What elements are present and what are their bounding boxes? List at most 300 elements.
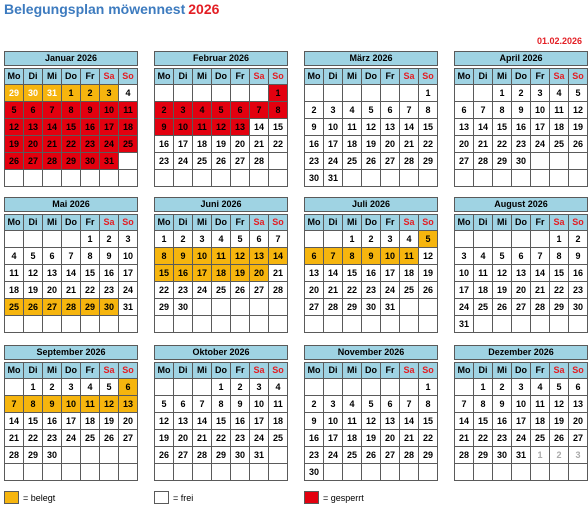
empty-cell bbox=[62, 447, 81, 464]
empty-cell bbox=[512, 170, 531, 187]
day-cell: 10 bbox=[324, 119, 343, 136]
month-calendar bbox=[154, 197, 288, 333]
day-cell: 17 bbox=[512, 413, 531, 430]
day-cell: 12 bbox=[419, 248, 438, 265]
day-cell: 29 bbox=[343, 299, 362, 316]
empty-cell bbox=[531, 170, 550, 187]
empty-cell bbox=[550, 170, 569, 187]
day-cell: 21 bbox=[400, 136, 419, 153]
day-cell: 8 bbox=[493, 102, 512, 119]
day-cell: 31 bbox=[512, 447, 531, 464]
day-cell: 19 bbox=[550, 413, 569, 430]
day-cell: 19 bbox=[100, 413, 119, 430]
weekday-header: So bbox=[569, 69, 588, 85]
day-cell: 22 bbox=[269, 136, 288, 153]
weekday-header: Fr bbox=[231, 363, 250, 379]
day-cell: 11 bbox=[531, 396, 550, 413]
weekday-header: Mi bbox=[43, 69, 62, 85]
weekday-header: Fr bbox=[231, 215, 250, 231]
day-cell: 29 bbox=[550, 299, 569, 316]
day-cell: 26 bbox=[493, 299, 512, 316]
day-cell: 23 bbox=[569, 282, 588, 299]
day-cell: 15 bbox=[343, 265, 362, 282]
day-cell: 26 bbox=[569, 136, 588, 153]
day-cell: 7 bbox=[193, 396, 212, 413]
weekday-header: Mo bbox=[305, 69, 324, 85]
day-cell: 26 bbox=[24, 299, 43, 316]
day-cell: 18 bbox=[343, 136, 362, 153]
empty-cell bbox=[474, 464, 493, 481]
day-cell: 3 bbox=[100, 85, 119, 102]
empty-cell bbox=[419, 299, 438, 316]
day-cell: 3 bbox=[250, 379, 269, 396]
day-cell: 10 bbox=[193, 248, 212, 265]
day-cell: 2 bbox=[362, 231, 381, 248]
day-cell: 1 bbox=[419, 85, 438, 102]
weekday-header: Mi bbox=[343, 363, 362, 379]
day-cell: 20 bbox=[512, 282, 531, 299]
day-cell: 15 bbox=[269, 119, 288, 136]
empty-cell bbox=[81, 170, 100, 187]
day-cell: 8 bbox=[419, 396, 438, 413]
month-title: September 2026 bbox=[4, 345, 138, 360]
month-calendar bbox=[304, 51, 438, 187]
weekday-header: Sa bbox=[550, 69, 569, 85]
day-cell: 20 bbox=[569, 413, 588, 430]
empty-cell bbox=[474, 170, 493, 187]
day-cell: 12 bbox=[550, 396, 569, 413]
day-cell: 24 bbox=[512, 430, 531, 447]
day-cell: 17 bbox=[250, 413, 269, 430]
month-day-grid bbox=[4, 68, 138, 187]
day-cell: 9 bbox=[569, 248, 588, 265]
day-cell: 24 bbox=[455, 299, 474, 316]
day-cell: 8 bbox=[24, 396, 43, 413]
day-cell: 13 bbox=[119, 396, 138, 413]
day-cell: 14 bbox=[474, 119, 493, 136]
weekday-header: Di bbox=[174, 69, 193, 85]
day-cell: 15 bbox=[62, 119, 81, 136]
day-cell: 17 bbox=[531, 119, 550, 136]
empty-cell bbox=[569, 170, 588, 187]
weekday-header: Sa bbox=[100, 215, 119, 231]
day-cell: 9 bbox=[81, 102, 100, 119]
empty-cell bbox=[400, 464, 419, 481]
empty-cell bbox=[62, 170, 81, 187]
empty-cell bbox=[455, 231, 474, 248]
day-cell: 3 bbox=[62, 379, 81, 396]
empty-cell bbox=[193, 379, 212, 396]
day-cell: 1 bbox=[474, 379, 493, 396]
day-cell: 13 bbox=[512, 265, 531, 282]
weekday-header: Sa bbox=[550, 363, 569, 379]
day-cell: 23 bbox=[81, 136, 100, 153]
month-title: Juni 2026 bbox=[154, 197, 288, 212]
day-cell: 11 bbox=[212, 248, 231, 265]
month-title: Juli 2026 bbox=[304, 197, 438, 212]
day-cell: 29 bbox=[81, 299, 100, 316]
day-cell: 16 bbox=[305, 136, 324, 153]
empty-cell bbox=[269, 464, 288, 481]
weekday-header: Mo bbox=[5, 69, 24, 85]
day-cell: 23 bbox=[305, 153, 324, 170]
empty-cell bbox=[550, 464, 569, 481]
day-cell: 18 bbox=[81, 413, 100, 430]
empty-cell bbox=[455, 379, 474, 396]
day-cell: 10 bbox=[455, 265, 474, 282]
day-cell: 2 bbox=[155, 102, 174, 119]
day-cell: 18 bbox=[550, 119, 569, 136]
empty-cell bbox=[305, 316, 324, 333]
empty-cell bbox=[5, 231, 24, 248]
empty-cell bbox=[231, 85, 250, 102]
day-cell: 11 bbox=[474, 265, 493, 282]
month-title: Dezember 2026 bbox=[454, 345, 588, 360]
day-cell: 13 bbox=[569, 396, 588, 413]
empty-cell bbox=[81, 316, 100, 333]
day-cell: 20 bbox=[43, 282, 62, 299]
empty-cell bbox=[400, 299, 419, 316]
day-cell: 5 bbox=[493, 248, 512, 265]
weekday-header: So bbox=[419, 69, 438, 85]
day-cell: 28 bbox=[193, 447, 212, 464]
weekday-header: Sa bbox=[100, 69, 119, 85]
empty-cell bbox=[512, 316, 531, 333]
day-cell: 20 bbox=[381, 136, 400, 153]
legend-belegt bbox=[4, 491, 55, 504]
day-cell: 7 bbox=[324, 248, 343, 265]
day-cell: 2 bbox=[174, 231, 193, 248]
month-title: Mai 2026 bbox=[4, 197, 138, 212]
day-cell: 8 bbox=[155, 248, 174, 265]
day-cell: 29 bbox=[5, 85, 24, 102]
empty-cell bbox=[381, 464, 400, 481]
weekday-header: Mi bbox=[493, 215, 512, 231]
day-cell: 17 bbox=[174, 136, 193, 153]
empty-cell bbox=[400, 316, 419, 333]
day-cell: 19 bbox=[569, 119, 588, 136]
day-cell: 16 bbox=[305, 430, 324, 447]
day-cell: 14 bbox=[193, 413, 212, 430]
day-cell: 1 bbox=[212, 379, 231, 396]
weekday-header: Mo bbox=[5, 215, 24, 231]
month-calendar bbox=[154, 345, 288, 481]
day-cell: 9 bbox=[305, 413, 324, 430]
day-cell: 30 bbox=[81, 153, 100, 170]
weekday-header: Mi bbox=[493, 363, 512, 379]
day-cell: 1 bbox=[24, 379, 43, 396]
empty-cell bbox=[193, 299, 212, 316]
weekday-header: So bbox=[269, 215, 288, 231]
day-cell: 22 bbox=[493, 136, 512, 153]
day-cell: 5 bbox=[569, 85, 588, 102]
weekday-header: Do bbox=[512, 69, 531, 85]
day-cell: 18 bbox=[531, 413, 550, 430]
title-text: Belegungsplan möwennest bbox=[4, 1, 186, 17]
weekday-header: Sa bbox=[400, 363, 419, 379]
day-cell: 5 bbox=[100, 379, 119, 396]
day-cell: 2 bbox=[569, 231, 588, 248]
weekday-header: Do bbox=[512, 215, 531, 231]
empty-cell bbox=[362, 316, 381, 333]
empty-cell bbox=[362, 464, 381, 481]
empty-cell bbox=[174, 379, 193, 396]
day-cell: 26 bbox=[5, 153, 24, 170]
day-cell: 26 bbox=[362, 153, 381, 170]
month-calendar bbox=[154, 51, 288, 187]
day-cell: 28 bbox=[269, 282, 288, 299]
day-cell: 23 bbox=[362, 282, 381, 299]
weekday-header: Do bbox=[62, 69, 81, 85]
day-cell: 6 bbox=[43, 248, 62, 265]
day-cell: 10 bbox=[531, 102, 550, 119]
day-cell: 15 bbox=[81, 265, 100, 282]
empty-cell bbox=[5, 464, 24, 481]
empty-cell bbox=[381, 85, 400, 102]
day-cell: 21 bbox=[193, 430, 212, 447]
empty-cell bbox=[43, 464, 62, 481]
day-cell: 18 bbox=[193, 136, 212, 153]
empty-cell bbox=[231, 464, 250, 481]
day-cell: 24 bbox=[100, 136, 119, 153]
day-cell: 13 bbox=[381, 413, 400, 430]
day-cell: 4 bbox=[531, 379, 550, 396]
legend-frei-swatch bbox=[154, 491, 169, 504]
day-cell: 8 bbox=[474, 396, 493, 413]
day-cell: 22 bbox=[474, 430, 493, 447]
month-title: Januar 2026 bbox=[4, 51, 138, 66]
day-cell: 16 bbox=[362, 265, 381, 282]
day-cell: 26 bbox=[155, 447, 174, 464]
day-cell: 4 bbox=[81, 379, 100, 396]
empty-cell bbox=[362, 170, 381, 187]
day-cell: 19 bbox=[231, 265, 250, 282]
day-cell: 8 bbox=[62, 102, 81, 119]
empty-cell bbox=[493, 170, 512, 187]
month-title: Februar 2026 bbox=[154, 51, 288, 66]
empty-cell bbox=[100, 170, 119, 187]
day-cell: 16 bbox=[100, 265, 119, 282]
empty-cell bbox=[324, 231, 343, 248]
weekday-header: Sa bbox=[400, 215, 419, 231]
empty-cell bbox=[62, 231, 81, 248]
weekday-header: Fr bbox=[81, 69, 100, 85]
day-cell: 3 bbox=[324, 396, 343, 413]
day-cell: 24 bbox=[531, 136, 550, 153]
empty-cell bbox=[231, 299, 250, 316]
day-cell: 11 bbox=[343, 413, 362, 430]
weekday-header: Mi bbox=[43, 215, 62, 231]
weekday-header: So bbox=[419, 363, 438, 379]
empty-cell bbox=[119, 153, 138, 170]
day-cell: 7 bbox=[43, 102, 62, 119]
day-cell: 4 bbox=[343, 396, 362, 413]
day-cell: 26 bbox=[362, 447, 381, 464]
day-cell: 12 bbox=[362, 119, 381, 136]
day-cell: 22 bbox=[419, 136, 438, 153]
month-day-grid bbox=[454, 68, 588, 187]
day-cell: 14 bbox=[5, 413, 24, 430]
weekday-header: Fr bbox=[231, 69, 250, 85]
empty-cell bbox=[362, 379, 381, 396]
day-cell: 14 bbox=[43, 119, 62, 136]
day-cell: 28 bbox=[455, 447, 474, 464]
empty-cell bbox=[119, 170, 138, 187]
month-title: Oktober 2026 bbox=[154, 345, 288, 360]
day-cell: 16 bbox=[231, 413, 250, 430]
day-cell: 10 bbox=[512, 396, 531, 413]
day-cell: 31 bbox=[119, 299, 138, 316]
day-cell: 26 bbox=[231, 282, 250, 299]
day-cell: 6 bbox=[231, 102, 250, 119]
day-cell: 4 bbox=[193, 102, 212, 119]
month-calendar bbox=[4, 51, 138, 187]
day-cell: 31 bbox=[100, 153, 119, 170]
month-day-grid bbox=[304, 68, 438, 187]
day-cell: 20 bbox=[119, 413, 138, 430]
day-cell: 21 bbox=[62, 282, 81, 299]
day-cell: 3 bbox=[569, 447, 588, 464]
day-cell: 18 bbox=[119, 119, 138, 136]
empty-cell bbox=[193, 170, 212, 187]
month-day-grid bbox=[454, 214, 588, 333]
day-cell: 9 bbox=[174, 248, 193, 265]
weekday-header: Do bbox=[212, 363, 231, 379]
day-cell: 26 bbox=[419, 282, 438, 299]
empty-cell bbox=[5, 316, 24, 333]
empty-cell bbox=[324, 85, 343, 102]
day-cell: 30 bbox=[174, 299, 193, 316]
empty-cell bbox=[269, 170, 288, 187]
empty-cell bbox=[250, 316, 269, 333]
empty-cell bbox=[212, 85, 231, 102]
empty-cell bbox=[324, 379, 343, 396]
day-cell: 6 bbox=[569, 379, 588, 396]
empty-cell bbox=[305, 85, 324, 102]
weekday-header: Do bbox=[362, 363, 381, 379]
day-cell: 18 bbox=[269, 413, 288, 430]
weekday-header: So bbox=[269, 69, 288, 85]
day-cell: 27 bbox=[512, 299, 531, 316]
day-cell: 24 bbox=[174, 153, 193, 170]
day-cell: 31 bbox=[43, 85, 62, 102]
day-cell: 10 bbox=[62, 396, 81, 413]
day-cell: 8 bbox=[550, 248, 569, 265]
empty-cell bbox=[493, 231, 512, 248]
legend-belegt-label: = belegt bbox=[23, 492, 56, 503]
empty-cell bbox=[250, 85, 269, 102]
day-cell: 13 bbox=[381, 119, 400, 136]
day-cell: 10 bbox=[381, 248, 400, 265]
empty-cell bbox=[305, 379, 324, 396]
day-cell: 20 bbox=[231, 136, 250, 153]
empty-cell bbox=[531, 153, 550, 170]
day-cell: 28 bbox=[324, 299, 343, 316]
empty-cell bbox=[419, 170, 438, 187]
day-cell: 19 bbox=[24, 282, 43, 299]
weekday-header: Sa bbox=[550, 215, 569, 231]
day-cell: 30 bbox=[100, 299, 119, 316]
day-cell: 24 bbox=[250, 430, 269, 447]
day-cell: 19 bbox=[212, 136, 231, 153]
empty-cell bbox=[193, 464, 212, 481]
day-cell: 28 bbox=[250, 153, 269, 170]
day-cell: 12 bbox=[231, 248, 250, 265]
month-title: November 2026 bbox=[304, 345, 438, 360]
day-cell: 2 bbox=[305, 396, 324, 413]
empty-cell bbox=[100, 447, 119, 464]
day-cell: 2 bbox=[550, 447, 569, 464]
month-calendar bbox=[454, 197, 588, 333]
day-cell: 27 bbox=[381, 153, 400, 170]
day-cell: 21 bbox=[455, 430, 474, 447]
empty-cell bbox=[343, 170, 362, 187]
day-cell: 18 bbox=[343, 430, 362, 447]
day-cell: 7 bbox=[531, 248, 550, 265]
day-cell: 15 bbox=[24, 413, 43, 430]
day-cell: 4 bbox=[5, 248, 24, 265]
day-cell: 1 bbox=[62, 85, 81, 102]
day-cell: 2 bbox=[512, 85, 531, 102]
day-cell: 12 bbox=[493, 265, 512, 282]
day-cell: 19 bbox=[155, 430, 174, 447]
empty-cell bbox=[119, 464, 138, 481]
day-cell: 15 bbox=[212, 413, 231, 430]
day-cell: 31 bbox=[381, 299, 400, 316]
day-cell: 17 bbox=[100, 119, 119, 136]
weekday-header: So bbox=[569, 363, 588, 379]
day-cell: 9 bbox=[493, 396, 512, 413]
weekday-header: Mi bbox=[343, 69, 362, 85]
month-day-grid bbox=[154, 362, 288, 481]
day-cell: 17 bbox=[193, 265, 212, 282]
empty-cell bbox=[174, 464, 193, 481]
empty-cell bbox=[24, 231, 43, 248]
day-cell: 9 bbox=[155, 119, 174, 136]
day-cell: 23 bbox=[305, 447, 324, 464]
weekday-header: Mo bbox=[455, 363, 474, 379]
empty-cell bbox=[512, 231, 531, 248]
day-cell: 19 bbox=[5, 136, 24, 153]
day-cell: 1 bbox=[155, 231, 174, 248]
empty-cell bbox=[324, 316, 343, 333]
month-day-grid bbox=[4, 362, 138, 481]
day-cell: 16 bbox=[493, 413, 512, 430]
day-cell: 16 bbox=[155, 136, 174, 153]
day-cell: 20 bbox=[305, 282, 324, 299]
day-cell: 28 bbox=[531, 299, 550, 316]
day-cell: 3 bbox=[381, 231, 400, 248]
empty-cell bbox=[419, 464, 438, 481]
day-cell: 15 bbox=[155, 265, 174, 282]
day-cell: 5 bbox=[5, 102, 24, 119]
empty-cell bbox=[419, 316, 438, 333]
day-cell: 21 bbox=[531, 282, 550, 299]
day-cell: 2 bbox=[231, 379, 250, 396]
day-cell: 20 bbox=[250, 265, 269, 282]
day-cell: 5 bbox=[362, 102, 381, 119]
day-cell: 6 bbox=[455, 102, 474, 119]
day-cell: 2 bbox=[100, 231, 119, 248]
day-cell: 23 bbox=[512, 136, 531, 153]
day-cell: 2 bbox=[305, 102, 324, 119]
empty-cell bbox=[174, 316, 193, 333]
legend-gesperrt bbox=[304, 491, 364, 504]
empty-cell bbox=[269, 299, 288, 316]
day-cell: 21 bbox=[324, 282, 343, 299]
day-cell: 19 bbox=[493, 282, 512, 299]
day-cell: 12 bbox=[24, 265, 43, 282]
